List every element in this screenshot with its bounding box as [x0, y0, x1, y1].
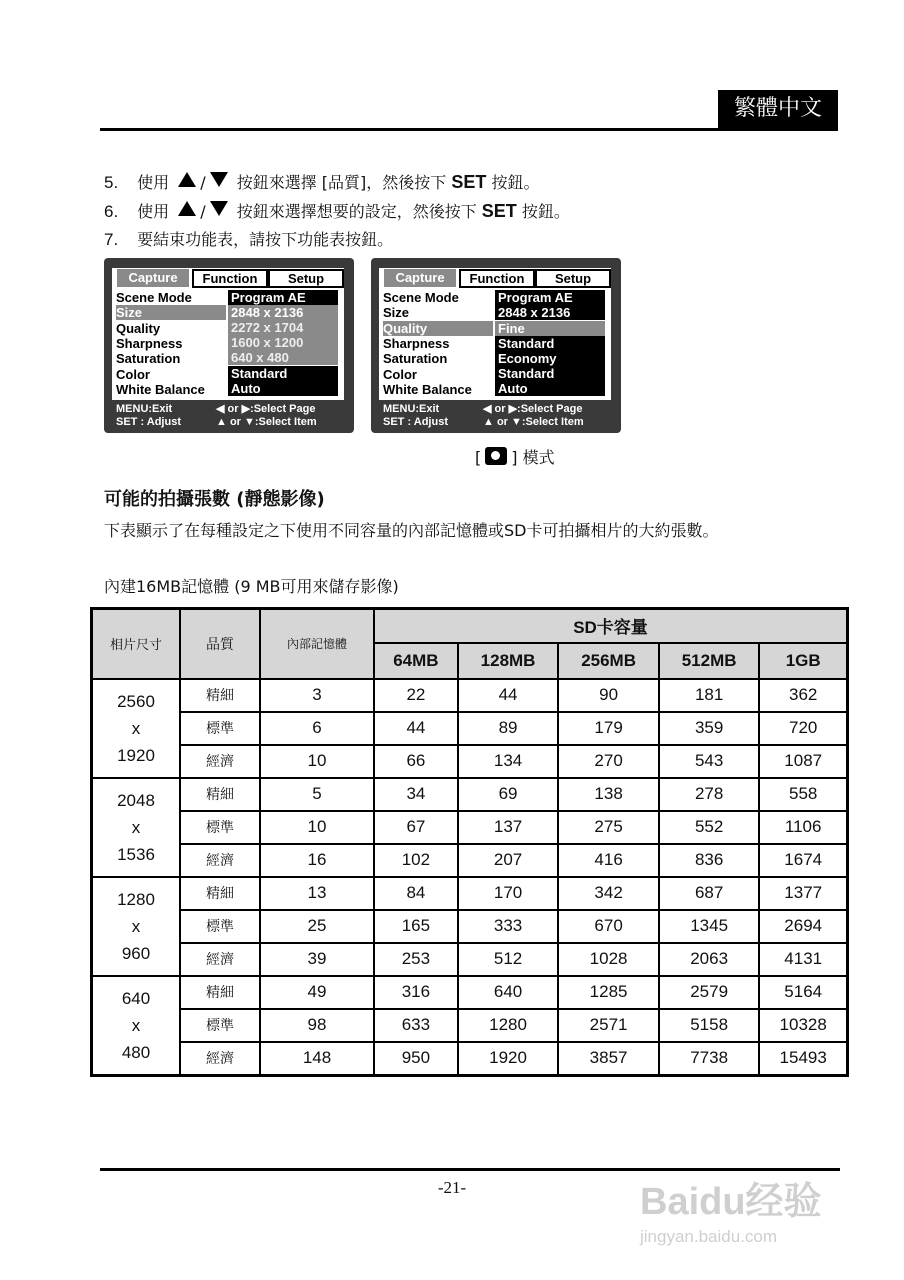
size-line: x: [131, 1015, 141, 1035]
cell-sd-count: 416: [558, 844, 659, 877]
cell-sd-count: 179: [558, 712, 659, 745]
set-key: SET: [451, 172, 487, 192]
cell-sd-count: 1285: [558, 976, 659, 1009]
step-number: 7.: [104, 230, 119, 249]
cell-sd-count: 359: [659, 712, 760, 745]
size-line: 2560: [117, 691, 155, 711]
cell-sd-count: 253: [374, 943, 458, 976]
camera-menu-screen-size: [104, 258, 354, 433]
caption-text: ] 模式: [511, 448, 555, 467]
cell-sd-count: 137: [458, 811, 559, 844]
caption-bracket: [: [475, 448, 482, 467]
menu-label-saturation[interactable]: Saturation: [383, 351, 448, 366]
cell-quality: 精細: [180, 679, 260, 712]
cell-sd-count: 3857: [558, 1042, 659, 1076]
cell-sd-count: 181: [659, 679, 760, 712]
header-sd-cap: 64MB: [374, 643, 458, 679]
cell-sd-count: 342: [558, 877, 659, 910]
cell-sd-count: 1028: [558, 943, 659, 976]
header-sd-cap: 128MB: [458, 643, 559, 679]
set-key: SET: [481, 201, 517, 221]
cell-internal-count: 3: [260, 679, 374, 712]
cell-internal-count: 5: [260, 778, 374, 811]
menu-option-selected[interactable]: 2848 x 2136: [228, 305, 338, 320]
header-sd-capacity: SD卡容量: [374, 609, 848, 643]
menu-tabs: [379, 268, 611, 286]
cell-photo-size: [92, 877, 181, 976]
cell-sd-count: 22: [374, 679, 458, 712]
watermark: [640, 1170, 822, 1247]
language-tab: 繁體中文: [718, 90, 838, 128]
cell-sd-count: 7738: [659, 1042, 760, 1076]
cell-sd-count: 333: [458, 910, 559, 943]
cell-photo-size: [92, 778, 181, 877]
cell-sd-count: 1377: [759, 877, 847, 910]
cell-internal-count: 25: [260, 910, 374, 943]
cell-sd-count: 134: [458, 745, 559, 778]
cell-internal-count: 98: [260, 1009, 374, 1042]
cell-sd-count: 207: [458, 844, 559, 877]
cell-photo-size: [92, 976, 181, 1076]
menu-option[interactable]: 2272 x 1704: [228, 320, 338, 335]
menu-page-hint: ◀ or ▶:Select Page: [216, 403, 316, 415]
cell-sd-count: 543: [659, 745, 760, 778]
size-line: 1920: [117, 745, 155, 765]
header-sd-cap: 512MB: [659, 643, 760, 679]
memory-note: 內建16MB記憶體 (9 MB可用來儲存影像): [104, 577, 399, 596]
step-7: [104, 229, 393, 251]
menu-label-sharpness[interactable]: Sharpness: [116, 336, 183, 351]
cell-sd-count: 170: [458, 877, 559, 910]
menu-label-quality[interactable]: Quality: [116, 321, 161, 336]
cell-sd-count: 640: [458, 976, 559, 1009]
cell-sd-count: 1106: [759, 811, 847, 844]
cell-quality: 標準: [180, 1009, 260, 1042]
menu-value: 2848 x 2136: [495, 305, 605, 320]
cell-sd-count: 102: [374, 844, 458, 877]
cell-sd-count: 90: [558, 679, 659, 712]
cell-sd-count: 165: [374, 910, 458, 943]
cell-quality: 經濟: [180, 844, 260, 877]
cell-sd-count: 687: [659, 877, 760, 910]
table-body: [92, 679, 848, 1076]
cell-sd-count: 950: [374, 1042, 458, 1076]
cell-sd-count: 2579: [659, 976, 760, 1009]
menu-page-hint: ◀ or ▶:Select Page: [483, 403, 583, 415]
menu-value: Auto: [228, 381, 338, 396]
table-row: [92, 877, 848, 910]
step-text: 按鈕來選擇想要的設定，然後按下: [236, 202, 477, 221]
cell-quality: 經濟: [180, 745, 260, 778]
cell-sd-count: 5158: [659, 1009, 760, 1042]
cell-internal-count: 16: [260, 844, 374, 877]
cell-internal-count: 13: [260, 877, 374, 910]
step-text: 按鈕來選擇 [品質]，然後按下: [236, 173, 447, 192]
step-text: 使用: [137, 173, 170, 192]
table-row: [92, 976, 848, 1009]
cell-sd-count: 84: [374, 877, 458, 910]
slash: /: [200, 173, 206, 192]
cell-sd-count: 512: [458, 943, 559, 976]
cell-internal-count: 6: [260, 712, 374, 745]
menu-label-sharpness[interactable]: Sharpness: [383, 336, 450, 351]
size-line: x: [131, 817, 141, 837]
menu-value: Standard: [228, 366, 338, 381]
cell-internal-count: 10: [260, 811, 374, 844]
up-arrow-icon: [178, 172, 196, 187]
cell-sd-count: 278: [659, 778, 760, 811]
up-arrow-icon: [178, 201, 196, 216]
cell-internal-count: 49: [260, 976, 374, 1009]
step-text: 按鈕。: [521, 202, 570, 221]
table-row: [92, 712, 848, 745]
cell-sd-count: 1674: [759, 844, 847, 877]
cell-sd-count: 270: [558, 745, 659, 778]
menu-value: Auto: [495, 381, 605, 396]
table-row: [92, 745, 848, 778]
step-text: 按鈕。: [491, 173, 540, 192]
cell-sd-count: 2694: [759, 910, 847, 943]
menu-option[interactable]: Standard: [495, 336, 605, 351]
menu-label-color[interactable]: Color: [383, 367, 417, 382]
cell-sd-count: 275: [558, 811, 659, 844]
menu-label-size[interactable]: Size: [116, 305, 226, 320]
menu-option[interactable]: 1600 x 1200: [228, 335, 338, 350]
table-row: [92, 844, 848, 877]
cell-sd-count: 316: [374, 976, 458, 1009]
size-line: 2048: [117, 790, 155, 810]
menu-option-selected[interactable]: Fine: [495, 321, 605, 336]
camera-icon: [485, 447, 507, 465]
cell-quality: 標準: [180, 811, 260, 844]
cell-sd-count: 138: [558, 778, 659, 811]
step-number: 5.: [104, 173, 119, 192]
menu-adjust-hint: SET : Adjust: [116, 416, 181, 428]
menu-adjust-hint: SET : Adjust: [383, 416, 448, 428]
tab-function[interactable]: Function: [459, 269, 535, 288]
cell-sd-count: 44: [458, 679, 559, 712]
cell-sd-count: 15493: [759, 1042, 847, 1076]
menu-value: Program AE: [228, 290, 338, 305]
menu-label-quality[interactable]: Quality: [383, 321, 493, 336]
cell-sd-count: 34: [374, 778, 458, 811]
table-row: [92, 943, 848, 976]
tab-setup[interactable]: Setup: [268, 269, 344, 288]
size-line: x: [131, 718, 141, 738]
menu-option[interactable]: 640 x 480: [228, 350, 338, 365]
cell-internal-count: 10: [260, 745, 374, 778]
cell-internal-count: 39: [260, 943, 374, 976]
step-6: [104, 200, 570, 223]
down-arrow-icon: [210, 201, 228, 216]
tab-capture[interactable]: Capture: [383, 268, 457, 287]
cell-sd-count: 552: [659, 811, 760, 844]
step-text: 使用: [137, 202, 170, 221]
cell-sd-count: 558: [759, 778, 847, 811]
cell-sd-count: 1920: [458, 1042, 559, 1076]
menu-exit-hint: MENU:Exit: [116, 403, 173, 415]
menu-label-scene-mode[interactable]: Scene Mode: [383, 290, 459, 305]
header-rule: [100, 128, 838, 131]
tab-function[interactable]: Function: [192, 269, 268, 288]
cell-sd-count: 2063: [659, 943, 760, 976]
menu-label-white-balance[interactable]: White Balance: [116, 382, 205, 397]
cell-sd-count: 1087: [759, 745, 847, 778]
step-number: 6.: [104, 202, 119, 221]
table-row: [92, 1009, 848, 1042]
cell-quality: 標準: [180, 712, 260, 745]
mode-caption: [475, 447, 555, 469]
size-line: 1280: [117, 889, 155, 909]
cell-quality: 精細: [180, 877, 260, 910]
header-photo-size: 相片尺寸: [92, 609, 181, 679]
table-row: [92, 679, 848, 712]
watermark-brand: Baidu经验: [640, 1181, 822, 1223]
cell-quality: 經濟: [180, 943, 260, 976]
table-row: [92, 910, 848, 943]
capacity-table: [90, 607, 849, 1077]
cell-quality: 經濟: [180, 1042, 260, 1076]
menu-label-scene-mode[interactable]: Scene Mode: [116, 290, 192, 305]
menu-item-hint: ▲ or ▼:Select Item: [216, 416, 317, 428]
cell-quality: 標準: [180, 910, 260, 943]
cell-sd-count: 1280: [458, 1009, 559, 1042]
step-5: [104, 171, 539, 194]
cell-sd-count: 836: [659, 844, 760, 877]
menu-exit-hint: MENU:Exit: [383, 403, 440, 415]
table-row: [92, 811, 848, 844]
header-internal-memory: 內部記憶體: [260, 609, 374, 679]
menu-label-color[interactable]: Color: [116, 367, 150, 382]
menu-value: Standard: [495, 366, 605, 381]
cell-sd-count: 1345: [659, 910, 760, 943]
page-number: -21-: [437, 1178, 467, 1197]
cell-sd-count: 66: [374, 745, 458, 778]
cell-sd-count: 670: [558, 910, 659, 943]
section-heading: 可能的拍攝張數 (靜態影像): [104, 489, 325, 510]
menu-label-white-balance[interactable]: White Balance: [383, 382, 472, 397]
size-line: x: [131, 916, 141, 936]
watermark-url: jingyan.baidu.com: [640, 1227, 778, 1246]
cell-quality: 精細: [180, 976, 260, 1009]
down-arrow-icon: [210, 172, 228, 187]
size-line: 480: [121, 1042, 151, 1062]
header-sd-cap: 1GB: [759, 643, 847, 679]
menu-label-saturation[interactable]: Saturation: [116, 351, 181, 366]
cell-sd-count: 720: [759, 712, 847, 745]
tab-setup[interactable]: Setup: [535, 269, 611, 288]
table-row: [92, 1042, 848, 1076]
menu-option[interactable]: Economy: [495, 351, 605, 366]
size-line: 640: [121, 988, 151, 1008]
slash: /: [200, 202, 206, 221]
menu-label-size[interactable]: Size: [383, 305, 410, 320]
cell-internal-count: 148: [260, 1042, 374, 1076]
menu-value: Program AE: [495, 290, 605, 305]
header-sd-cap: 256MB: [558, 643, 659, 679]
header-quality: 品質: [180, 609, 260, 679]
cell-sd-count: 69: [458, 778, 559, 811]
menu-item-hint: ▲ or ▼:Select Item: [483, 416, 584, 428]
camera-menu-screen-quality: [371, 258, 621, 433]
cell-sd-count: 362: [759, 679, 847, 712]
size-line: 1536: [117, 844, 155, 864]
table-row: [92, 778, 848, 811]
cell-sd-count: 89: [458, 712, 559, 745]
size-line: 960: [121, 943, 151, 963]
step-text: 要結束功能表，請按下功能表按鈕。: [137, 230, 394, 249]
cell-sd-count: 67: [374, 811, 458, 844]
cell-sd-count: 4131: [759, 943, 847, 976]
tab-capture[interactable]: Capture: [116, 268, 190, 287]
cell-sd-count: 5164: [759, 976, 847, 1009]
cell-photo-size: [92, 679, 181, 778]
cell-quality: 精細: [180, 778, 260, 811]
cell-sd-count: 633: [374, 1009, 458, 1042]
intro-paragraph: 下表顯示了在每種設定之下使用不同容量的內部記憶體或SD卡可拍攝相片的大約張數。: [104, 521, 719, 540]
cell-sd-count: 10328: [759, 1009, 847, 1042]
menu-tabs: [112, 268, 344, 286]
cell-sd-count: 44: [374, 712, 458, 745]
cell-sd-count: 2571: [558, 1009, 659, 1042]
